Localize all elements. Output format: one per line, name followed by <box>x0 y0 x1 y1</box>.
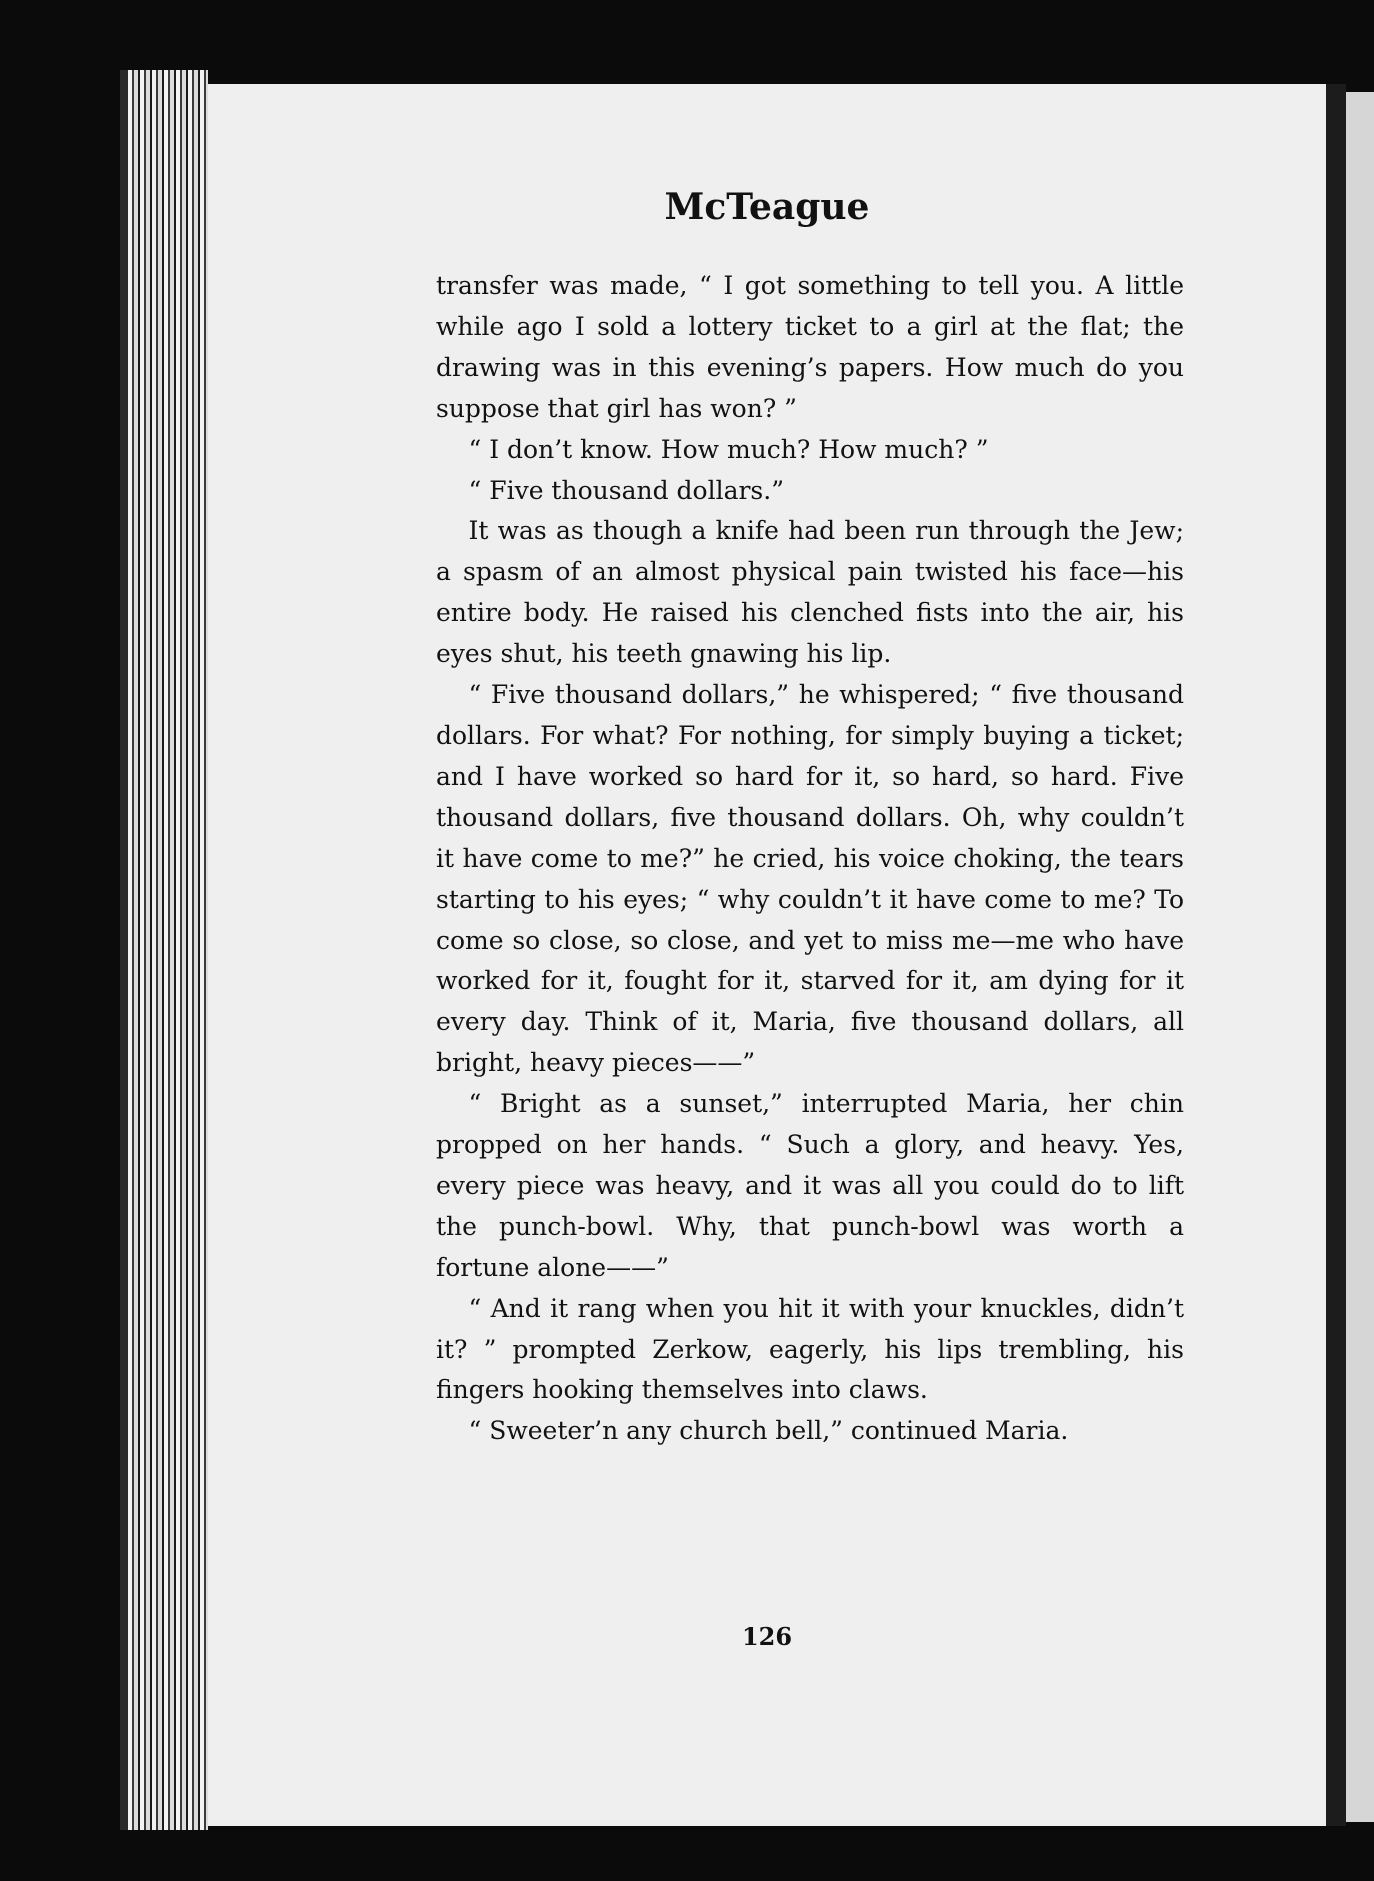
page-number: 126 <box>741 1622 793 1651</box>
paragraph: “ And it rang when you hit it with your knuckles, didn’t it? ” prompted Zerkow, eagerly, his lips trembling, his fingers hooking themselves into claws. <box>436 1293 1184 1405</box>
paragraph: It was as though a knife had been run through the Jew; a spasm of an almost physical pain twisted his face—his entire body. He raised his clenched fists into the air, his eyes shut, his teeth gnawing his lip. <box>436 516 1184 669</box>
paragraph: transfer was made, “ I got something to tell you. A little while ago I sold a lottery ticket to a girl at the flat; the drawing was in this evening’s papers. How much do you suppose that girl has won? ” <box>436 271 1184 423</box>
running-head: McTeague <box>664 186 870 228</box>
gutter-shadow <box>1326 84 1346 1826</box>
paragraph: “ Five thousand dollars,” he whispered; “ five thousand dollars. For what? For nothing, for simply buying a ticket; and I have worked so hard for it, so hard, so hard. Five thousand dollars, five thousand dollars. Oh, why couldn’t it have come to me?” he cried, his voice choking, the tears starting to his eyes; “ why couldn’t it have come to me? To come so close, so close, and yet to miss me—me who have worked for it, fought for it, starved for it, am dying for it every day. Think of it, Maria, five thousand dollars, all bright, heavy pieces——” <box>436 680 1184 1078</box>
paragraph: “ Bright as a sunset,” interrupted Maria, her chin propped on her hands. “ Such a glory, and heavy. Yes, every piece was heavy, and it was all you could do to lift the punch-bowl. Why, that punch-bowl was worth a fortune alone——” <box>436 1089 1184 1282</box>
paragraph: “ I don’t know. How much? How much? ” <box>468 434 989 464</box>
body-text <box>436 266 1184 1452</box>
paragraph: “ Sweeter’n any church bell,” continued Maria. <box>468 1416 1069 1446</box>
facing-page-edge <box>1346 92 1374 1822</box>
page-edges <box>128 70 208 1830</box>
paragraph: “ Five thousand dollars.” <box>468 475 784 505</box>
